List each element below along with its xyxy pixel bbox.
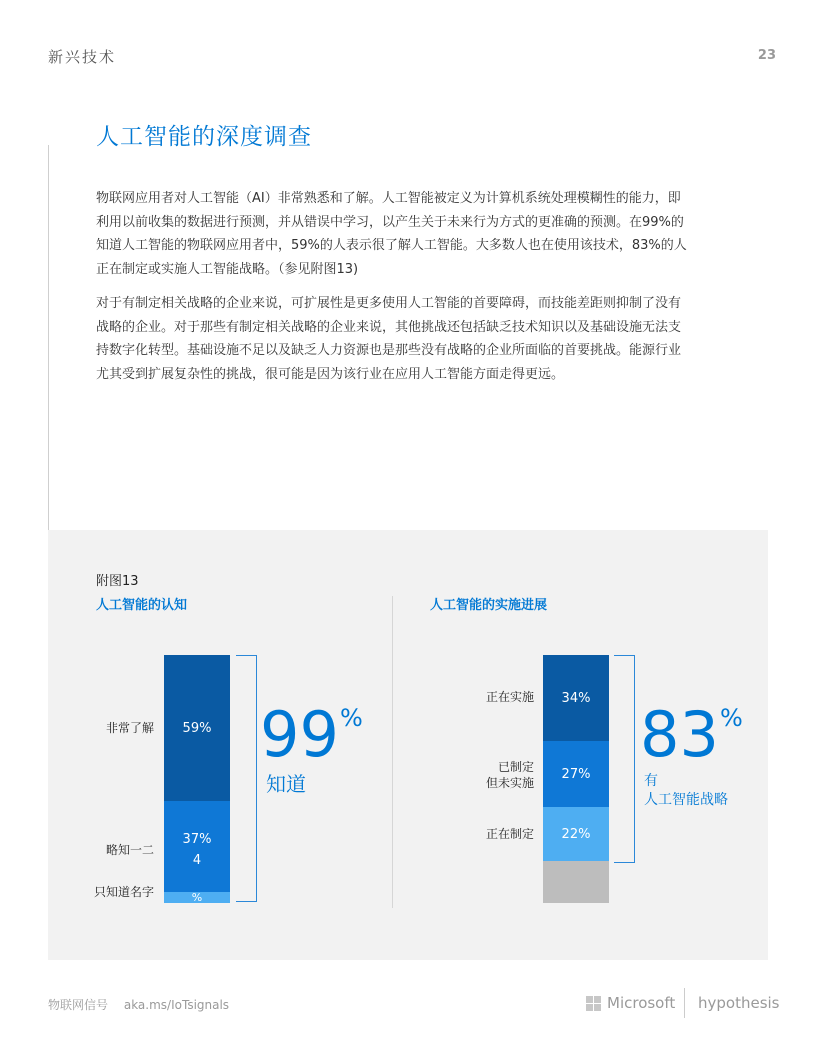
bar-segment-very xyxy=(164,655,230,801)
footer-source xyxy=(48,996,241,1013)
right-chart-title: 人工智能的实施进展 xyxy=(430,598,548,613)
left-pct-sign: % xyxy=(340,704,363,732)
right-caption-1: 有 xyxy=(644,773,658,789)
body-paragraph-2: 对于有制定相关战略的企业来说，可扩展性是更多使用人工智能的首要障碍，而技能差距则抑制了没有战略的企业。对于那些有制定相关战略的企业来说，其他挑战还包括缺乏技术知识以及基础设施无法支持数字化转型。基础设施不足以及缺乏人力资源也是那些没有战略的企业所面临的首要挑战。能源行业尤其受到扩展复杂性的挑战，很可能是因为该行业在应用人工智能方面走得更远。 xyxy=(96,296,682,382)
bar-label-22: 22% xyxy=(561,826,591,842)
bar-segment-making xyxy=(543,807,609,861)
label-name: 只知道名字 xyxy=(93,885,154,899)
label-made-2: 但未实施 xyxy=(485,776,534,790)
figure-label: 附图13 xyxy=(96,574,139,589)
body-paragraph-1: 物联网应用者对人工智能（AI）非常熟悉和了解。人工智能被定义为计算机系统处理模糊性的能力，即利用以前收集的数据进行预测，并从错误中学习，以产生关于未来行为方式的更准确的预测。在99%的知道人工智能的物联网应用者中，59%的人表示很了解人工智能。大多数人也在使用该技术，83%的人正在制定或实施人工智能战略。（参见附图13) xyxy=(96,191,687,277)
footer-url[interactable]: aka.ms/IoTsignals xyxy=(123,998,230,1012)
windows-grid-icon xyxy=(586,996,601,1011)
hypothesis-wordmark: hypothesis xyxy=(698,994,780,1012)
left-bracket xyxy=(236,655,257,902)
right-pct-sign: % xyxy=(720,704,743,732)
left-caption: 知道 xyxy=(266,772,306,796)
bar-label-34: 34% xyxy=(561,690,591,706)
section-title: 新兴技术 xyxy=(48,48,117,66)
bar-label-27: 27% xyxy=(561,766,591,782)
footer-name: 物联网信号 xyxy=(48,998,109,1012)
right-big-value: 83 xyxy=(640,698,719,771)
label-some: 略知一二 xyxy=(105,843,154,857)
bar-segment-some xyxy=(164,801,230,892)
label-made-1: 已制定 xyxy=(497,760,534,774)
microsoft-wordmark: Microsoft xyxy=(607,994,676,1012)
bar-segment-name xyxy=(164,892,230,903)
bar-label-4a: 4 xyxy=(192,852,202,868)
bar-segment-none xyxy=(543,861,609,903)
bar-segment-made xyxy=(543,741,609,807)
right-caption-2: 人工智能战略 xyxy=(644,792,728,808)
label-making: 正在制定 xyxy=(485,827,534,841)
margin-rule xyxy=(48,145,49,530)
label-very: 非常了解 xyxy=(105,721,154,735)
microsoft-logo xyxy=(586,994,675,1012)
figure-divider xyxy=(392,596,393,908)
right-bracket xyxy=(614,655,635,863)
bar-segment-impl xyxy=(543,655,609,741)
label-impl: 正在实施 xyxy=(485,690,534,704)
bar-label-59: 59% xyxy=(182,720,212,736)
bar-label-37: 37% xyxy=(182,831,212,847)
page-heading: 人工智能的深度调查 xyxy=(96,124,312,150)
page-number: 23 xyxy=(757,48,776,63)
left-chart-title: 人工智能的认知 xyxy=(96,598,188,613)
left-big-value: 99 xyxy=(260,698,339,771)
footer-divider xyxy=(684,988,685,1018)
bar-label-4b: % xyxy=(191,891,203,904)
